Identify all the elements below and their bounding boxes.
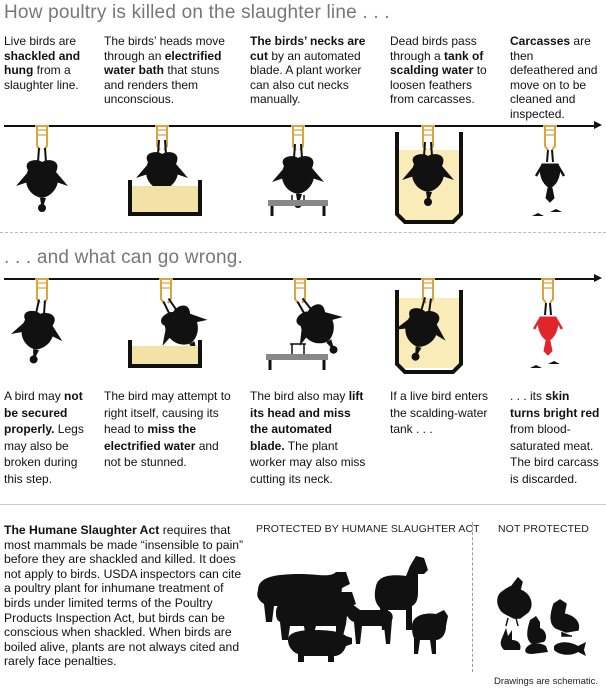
caption-text: . . . its: [510, 389, 546, 403]
stage4-tank: [397, 126, 461, 222]
caption-text: The bird also may: [250, 389, 349, 403]
turkey-icon: [498, 578, 531, 626]
caption-bold-text: The Humane Slaughter Act: [4, 523, 160, 537]
pig-icon: [288, 630, 352, 662]
caption-text: If a live bird enters the scalding-water tank . . .: [390, 389, 489, 436]
stage2-bath: [130, 126, 200, 214]
problem2-miss-bath: [130, 279, 221, 368]
caption-text: to loosen feathers from carcasses.: [390, 63, 487, 106]
caption-text: by an automated blade. A plant worker can also cut necks manually.: [250, 48, 362, 106]
unprotected-animals: [498, 578, 586, 656]
fish-icon: [554, 642, 586, 656]
caption-bold-text: Carcasses: [510, 34, 571, 48]
problem5-red-carcass: [530, 279, 562, 368]
problem1-loose: [7, 279, 67, 367]
caption-bold-text: shackled and hung: [4, 48, 81, 77]
chicken-icon: [527, 616, 546, 644]
duck-icon: [551, 600, 578, 636]
stage5-carcass: [532, 126, 564, 216]
stage1-bird: [16, 126, 68, 212]
caption-text: Live birds are: [4, 34, 77, 48]
page-title: How poultry is killed on the slaughter line . . .: [4, 2, 390, 23]
footnote: Drawings are schematic.: [493, 676, 598, 687]
caption-bold-text: miss the electrified water: [104, 422, 197, 453]
caption-bold-text: skin turns bright red: [510, 389, 600, 420]
caption-bold-text: electrified water bath: [104, 48, 222, 77]
section-subtitle: . . . and what can go wrong.: [4, 247, 244, 268]
stage3-blade: [268, 126, 328, 216]
not-protected-label: NOT PROTECTED: [498, 523, 589, 535]
rabbit-icon: [501, 628, 521, 650]
problem4-live-tank: [389, 279, 461, 372]
protected-label: PROTECTED BY HUMANE SLAUGHTER ACT: [256, 523, 480, 535]
problem3-miss-blade: [266, 279, 357, 370]
caption-text: A bird may: [4, 389, 65, 403]
quail-icon: [525, 643, 548, 654]
caption-text: The plant worker may also miss cutting its neck.: [250, 438, 366, 486]
caption-bold-text: not be secured properly.: [4, 389, 83, 436]
caption-text: Dead birds pass through a: [390, 34, 477, 63]
caption-text: from a slaughter line.: [4, 63, 79, 92]
caption-bold-text: lift its head and miss the automated blade.: [250, 389, 364, 453]
caption-text: Legs may also be broken during this step.: [4, 422, 84, 486]
protected-animals: [257, 556, 448, 662]
caption-text: from blood-saturated meat. The bird carcass is discarded.: [510, 422, 599, 486]
caption-text: The birds’ heads move through an: [104, 34, 225, 63]
caption-bold-text: The birds’ necks are cut: [250, 34, 366, 63]
caption-text: and not be stunned.: [104, 438, 219, 469]
caption-text: The bird may attempt to right itself, causing its head to: [104, 389, 231, 436]
caption-bold-text: tank of scalding water: [390, 48, 484, 77]
caption-text: that stuns and renders them unconscious.: [104, 63, 220, 106]
sheep-icon: [412, 610, 448, 654]
caption-text: are then defeathered and move on to be cleaned and inspected.: [510, 34, 598, 121]
caption-text: requires that most mammals be made “insensible to pain” before they are shackled and killed. It does not apply to birds. USDA inspectors can cite a poultry plant for inhumane treatment of birds under limited terms of the Poultry Products Inspection Act, but birds can be conscious when shackled. When birds are boiled alive, plants are not always cited and rarely face penalties.: [4, 523, 244, 669]
